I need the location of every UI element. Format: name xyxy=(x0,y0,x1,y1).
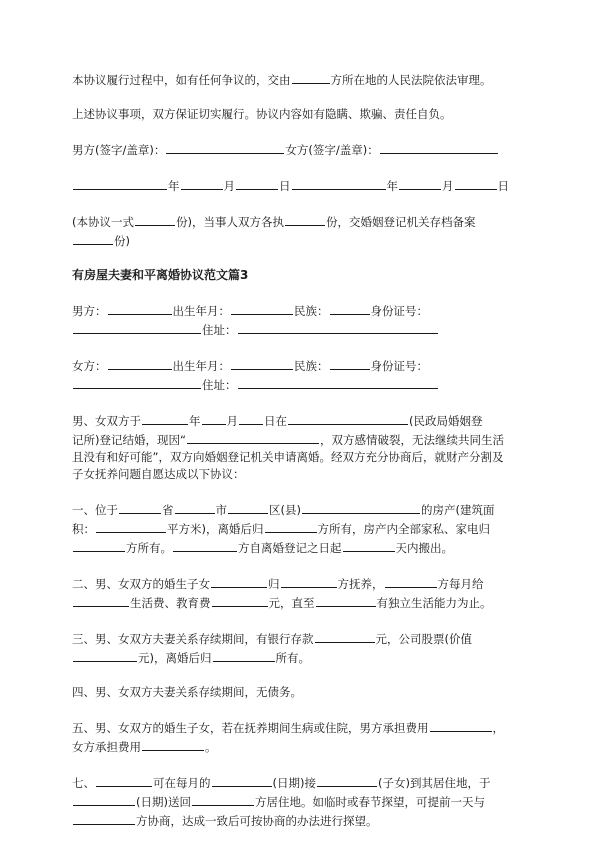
clause-text: 积： xyxy=(72,522,95,536)
clause-dispute xyxy=(72,70,527,89)
blank-field xyxy=(231,356,293,370)
clause-text: 方抚养， xyxy=(337,577,384,591)
clause-text: 方协商，达成一致后可按协商的办法进行探望。 xyxy=(136,814,378,828)
intro-text: 日在 xyxy=(264,414,287,428)
section-heading: 有房屋夫妻和平离婚协议范文篇3 xyxy=(72,268,249,282)
copies-text: (本协议一式 xyxy=(72,215,134,229)
blank-field xyxy=(181,176,223,190)
blank-field xyxy=(385,574,437,588)
clause-text: 本协议履行过程中，如有任何争议的，交由 xyxy=(72,73,291,87)
blank-field xyxy=(281,574,337,588)
clause-property xyxy=(72,500,527,557)
blank-field xyxy=(108,301,172,315)
blank-field xyxy=(119,500,161,514)
year-label: 年 xyxy=(168,179,180,193)
blank-field xyxy=(135,212,175,226)
blank-field xyxy=(73,231,113,245)
party-label: 男方： xyxy=(72,304,107,318)
month-label: 月 xyxy=(442,179,454,193)
ethnic-label: 民族： xyxy=(294,304,329,318)
id-label: 身份证号： xyxy=(370,304,428,318)
blank-field xyxy=(73,176,167,190)
blank-field xyxy=(265,519,317,533)
clause-text: 方所在地的人民法院依法审理。 xyxy=(330,73,492,87)
blank-field xyxy=(142,411,188,425)
blank-field xyxy=(292,176,386,190)
clause-text: 生活费、教育费 xyxy=(130,596,211,610)
blank-field xyxy=(175,500,215,514)
day-label: 日 xyxy=(279,179,291,193)
intro-text: 记所)登记结婚，现因“ xyxy=(72,433,186,447)
clause-text: 归 xyxy=(268,577,280,591)
blank-field xyxy=(108,356,172,370)
blank-field xyxy=(212,773,272,787)
female-party-info xyxy=(72,356,527,394)
blank-field xyxy=(228,500,268,514)
blank-field xyxy=(330,356,370,370)
blank-field xyxy=(316,593,376,607)
male-party-info xyxy=(72,301,527,339)
intro-text: 年 xyxy=(189,414,201,428)
clause-text: 区(县) xyxy=(269,503,301,517)
blank-field xyxy=(380,140,498,154)
clause-text: 元，直至 xyxy=(268,596,315,610)
clause-text: 。 xyxy=(205,740,217,754)
female-signature-label: 女方(签字/盖章)： xyxy=(285,143,379,157)
clause-text: 有独立生活能力为止。 xyxy=(376,596,492,610)
blank-field xyxy=(317,773,377,787)
clause-text: (日期)送回 xyxy=(136,795,191,809)
ethnic-label: 民族： xyxy=(294,359,329,373)
intro-text: 月 xyxy=(226,414,238,428)
intro-text: 男、女双方于 xyxy=(72,414,141,428)
blank-field xyxy=(73,593,129,607)
intro-text: 子女抚养问题自愿达成以下协议： xyxy=(72,467,245,481)
clause-child-custody xyxy=(72,574,527,612)
clause-text: 方自离婚登记之日起 xyxy=(238,541,342,555)
blank-field xyxy=(430,718,492,732)
clause-text: ， xyxy=(492,721,504,735)
blank-field xyxy=(73,320,201,334)
blank-field xyxy=(96,519,166,533)
blank-field xyxy=(285,212,325,226)
blank-field xyxy=(238,375,438,389)
blank-field xyxy=(292,70,330,84)
blank-field xyxy=(288,411,408,425)
clause-text: 方居住地。如临时或春节探望，可提前一天与 xyxy=(254,795,485,809)
blank-field xyxy=(455,176,497,190)
id-label: 身份证号： xyxy=(370,359,428,373)
clause-text: 所有。 xyxy=(275,651,310,665)
copies-text: 份)，当事人双方各执 xyxy=(176,215,284,229)
intro-text: ，双方感情破裂，无法继续共同生活 xyxy=(319,433,504,447)
blank-field xyxy=(166,140,284,154)
clause-text: 市 xyxy=(215,503,227,517)
clause-text: (日期)接 xyxy=(272,776,316,790)
blank-field xyxy=(96,773,152,787)
date-line xyxy=(72,176,527,195)
clause-text: 七、 xyxy=(72,776,95,790)
clause-visitation xyxy=(72,773,527,830)
year-label: 年 xyxy=(386,179,398,193)
clause-text: 元，公司股票(价值 xyxy=(375,632,472,646)
clause-text: 方所有。 xyxy=(126,541,172,555)
clause-text: 五、男、女双方的婚生子女，若在抚养期间生病或住院，男方承担费用 xyxy=(72,721,429,735)
clause-debts: 四、男、女双方夫妻关系存续期间，无债务。 xyxy=(72,685,302,699)
blank-field xyxy=(202,411,226,425)
blank-field xyxy=(399,176,441,190)
blank-field xyxy=(236,176,278,190)
birth-label: 出生年月： xyxy=(172,359,230,373)
blank-field xyxy=(343,538,395,552)
clause-text: 平方米)，离婚后归 xyxy=(167,522,264,536)
blank-field xyxy=(173,538,237,552)
blank-field xyxy=(212,593,268,607)
copies-clause xyxy=(72,212,527,250)
intro-paragraph xyxy=(72,411,527,483)
intro-text: 且没有和好可能”，双方向婚姻登记机关申请离婚。经双方充分协商后，就财产分割及 xyxy=(72,450,504,464)
blank-field xyxy=(73,375,201,389)
blank-field xyxy=(73,792,135,806)
month-label: 月 xyxy=(223,179,235,193)
copies-text: 份，交婚姻登记机关存档备案 xyxy=(326,215,476,229)
clause-guarantee: 上述协议事项，双方保证切实履行。协议内容如有隐瞒、欺骗、责任自负。 xyxy=(72,107,452,121)
clause-text: 省 xyxy=(162,503,174,517)
day-label: 日 xyxy=(497,179,509,193)
clause-text: 元)，离婚后归 xyxy=(138,651,212,665)
clause-text: 二、男、女双方的婚生子女 xyxy=(72,577,210,591)
blank-field xyxy=(302,500,420,514)
clause-medical xyxy=(72,718,527,756)
clause-savings xyxy=(72,629,527,667)
clause-text: 可在每月的 xyxy=(153,776,211,790)
clause-text: 方每月给 xyxy=(437,577,484,591)
clause-text: 一、位于 xyxy=(72,503,118,517)
clause-text: 方所有，房产内全部家私、家电归 xyxy=(317,522,490,536)
blank-field xyxy=(73,538,125,552)
blank-field xyxy=(238,320,438,334)
address-label: 住址： xyxy=(202,323,237,337)
blank-field xyxy=(330,301,370,315)
clause-text: 的房产(建筑面 xyxy=(420,503,495,517)
clause-text: 女方承担费用 xyxy=(72,740,141,754)
blank-field xyxy=(239,411,263,425)
intro-text: (民政局婚姻登 xyxy=(409,414,483,428)
blank-field xyxy=(213,648,275,662)
birth-label: 出生年月： xyxy=(172,304,230,318)
document-page xyxy=(72,70,527,847)
blank-field xyxy=(73,811,135,825)
blank-field xyxy=(231,301,293,315)
blank-field xyxy=(187,430,319,444)
blank-field xyxy=(315,629,375,643)
address-label: 住址： xyxy=(202,378,237,392)
blank-field xyxy=(211,574,267,588)
blank-field xyxy=(73,648,137,662)
party-label: 女方： xyxy=(72,359,107,373)
male-signature-label: 男方(签字/盖章)： xyxy=(72,143,166,157)
clause-text: 天内搬出。 xyxy=(395,541,453,555)
clause-text: 三、男、女双方夫妻关系存续期间，有银行存款 xyxy=(72,632,314,646)
copies-text: 份) xyxy=(114,234,130,248)
signature-line xyxy=(72,140,527,159)
blank-field xyxy=(142,737,204,751)
clause-text: (子女)到其居住地，于 xyxy=(377,776,491,790)
blank-field xyxy=(192,792,254,806)
